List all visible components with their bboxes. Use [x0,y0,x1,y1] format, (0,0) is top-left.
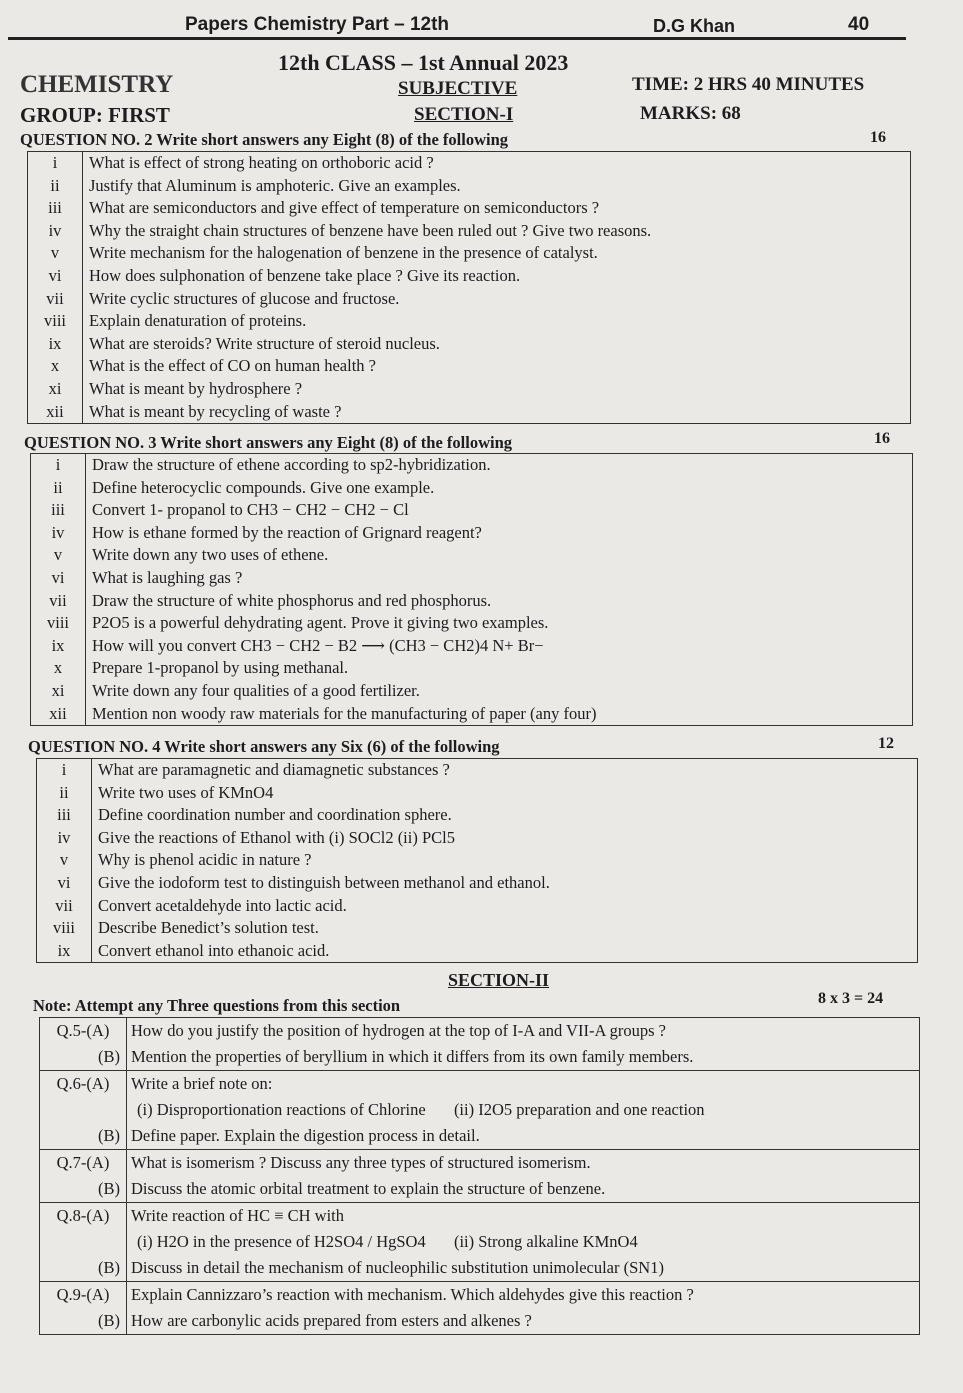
class-line: 12th CLASS – 1st Annual 2023 [278,50,569,75]
q9-b-row [40,1308,920,1335]
q4-item-text: Convert ethanol into ethanoic acid. [92,940,918,963]
q3-item-text: Draw the structure of ethene according to sp2-hybridization. [86,454,913,477]
q5-b-label: (B) [98,1047,120,1066]
q2-item-number: viii [43,311,66,331]
q4-item-text: Define coordination number and coordination sphere. [92,804,918,827]
q2-item-number: i [52,153,58,172]
q4-item-text: Why is phenol acidic in nature ? [92,849,918,872]
q3-row [31,612,913,635]
q8-a-text: Write reaction of HC ≡ CH with [127,1203,920,1230]
q3-item-text: How is ethane formed by the reaction of Grignard reagent? [86,522,913,545]
q3-item-number: xi [51,680,65,700]
q2-item-text: What are semiconductors and give effect of temperature on semiconductors ? [83,197,911,220]
q4-row [37,940,918,963]
q2-item-number: x [50,356,60,376]
q7-a-text: What is isomerism ? Discuss any three types of structured isomerism. [127,1150,920,1177]
q3-row [31,544,913,567]
total-marks: MARKS: 68 [640,103,741,124]
q3-item-number: x [53,658,63,678]
q2-item-text: Write cyclic structures of glucose and fructose. [83,288,911,311]
q7-b-text: Discuss the atomic orbital treatment to explain the structure of benzene. [131,1179,606,1198]
q3-item-text: Convert 1- propanol to CH3 − CH2 − CH2 − Cl [86,499,913,522]
q9-a-label: Q.9-(A) [56,1285,110,1304]
q4-marks: 12 [878,735,894,752]
q8-a-ii: (ii) Strong alkaline KMnO4 [453,1232,638,1251]
q2-row [28,242,911,265]
subject-title: CHEMISTRY [20,71,174,98]
q3-item-text: What is laughing gas ? [86,567,913,590]
q3-item-number: iv [51,522,65,542]
q5-b-text: Mention the properties of beryllium in which it differs from its own family members. [131,1047,694,1066]
q2-row [28,197,911,220]
q6-b-label: (B) [98,1126,120,1145]
long-questions-table [39,1017,920,1335]
q4-row [37,782,918,805]
q2-item-number: vii [46,288,64,308]
q9-a-text: Explain Cannizzaro’s reaction with mechanism. Which aldehydes give this reaction ? [127,1282,920,1309]
q4-row [37,872,918,895]
q6-b-row [40,1123,920,1150]
q6-a-label: Q.6-(A) [56,1074,110,1093]
q4-item-number: ix [57,940,71,960]
q4-item-number: vii [55,895,73,915]
q2-item-number: vi [48,265,62,285]
q4-row [37,917,918,940]
q2-item-number: iv [48,220,62,240]
time-allowed: TIME: 2 HRS 40 MINUTES [632,74,865,95]
q3-item-text: Prepare 1-propanol by using methanal. [86,657,913,680]
q8-a-label: Q.8-(A) [56,1206,110,1225]
q3-item-text: Mention non woody raw materials for the manufacturing of paper (any four) [86,703,913,726]
q3-item-number: ix [51,635,65,655]
q5-a-label: Q.5-(A) [56,1021,110,1040]
q2-item-number: xi [48,378,62,398]
q8-a-sub-row [40,1229,920,1255]
q6-a-row [40,1071,920,1098]
q4-item-text: What are paramagnetic and diamagnetic substances ? [92,759,918,782]
group-label: GROUP: FIRST [20,103,170,127]
q2-row [28,265,911,288]
board-name: D.G Khan [653,16,736,36]
page-number: 40 [848,14,870,35]
q2-item-text: How does sulphonation of benzene take place ? Give its reaction. [83,265,911,288]
q3-item-number: v [53,545,63,565]
q4-item-number: i [61,760,67,779]
q7-a-row [40,1150,920,1177]
q3-item-text: Draw the structure of white phosphorus and red phosphorus. [86,590,913,613]
q3-row [31,477,913,500]
q6-a-text: Write a brief note on: [127,1071,920,1098]
q4-item-text: Give the reactions of Ethanol with (i) SOCl2 (ii) PCl5 [92,827,918,850]
q6-a-i: (i) Disproportionation reactions of Chlorine [137,1100,426,1119]
q2-row [28,220,911,243]
q2-item-number: ii [50,175,60,195]
q4-item-number: vi [57,872,71,892]
q2-table [27,151,911,424]
q3-marks: 16 [874,430,890,447]
q3-row [31,567,913,590]
q4-item-text: Write two uses of KMnO4 [92,782,918,805]
q2-row [28,288,911,311]
q8-b-text: Discuss in detail the mechanism of nucleophilic substitution unimolecular (SN1) [131,1258,664,1277]
q3-item-text: Write down any four qualities of a good fertilizer. [86,680,913,703]
q3-row [31,454,913,477]
q2-item-text: What is meant by recycling of waste ? [83,401,911,424]
q3-table [30,453,913,726]
q3-row [31,635,913,658]
q9-b-text: How are carbonylic acids prepared from esters and alkenes ? [131,1311,532,1330]
q4-item-number: ii [59,782,69,802]
section-2-marks: 8 x 3 = 24 [818,990,884,1007]
q3-item-number: ii [53,477,63,497]
q2-item-text: What is effect of strong heating on orthoboric acid ? [83,152,911,175]
section-2-heading: SECTION-II [448,970,550,990]
q7-b-row [40,1176,920,1203]
q4-item-number: iv [57,827,71,847]
q4-item-number: viii [52,918,75,938]
q3-row [31,590,913,613]
q3-heading: QUESTION NO. 3 Write short answers any Eight (8) of the following [24,433,512,452]
q4-item-number: iii [57,805,71,825]
q6-a-ii: (ii) I2O5 preparation and one reaction [453,1100,705,1119]
q2-item-text: What is the effect of CO on human health ? [83,355,911,378]
header-rule [8,37,906,40]
q4-row [37,849,918,872]
q2-row [28,152,911,175]
q2-item-text: What are steroids? Write structure of steroid nucleus. [83,333,911,356]
q4-row [37,804,918,827]
q5-b-row [40,1044,920,1071]
q2-item-text: Why the straight chain structures of benzene have been ruled out ? Give two reasons. [83,220,911,243]
q2-row [28,310,911,333]
q3-row [31,703,913,726]
q7-a-label: Q.7-(A) [56,1153,110,1172]
q8-b-label: (B) [98,1258,120,1277]
q7-b-label: (B) [98,1179,120,1198]
q2-item-number: xii [46,401,64,421]
q4-row [37,827,918,850]
q3-item-text: How will you convert CH3 − CH2 − B2 ⟶ (CH3 − CH2)4 N+ Br− [86,635,913,658]
q2-item-number: v [50,243,60,263]
q3-item-number: vii [49,590,67,610]
q2-heading: QUESTION NO. 2 Write short answers any Eight (8) of the following [20,130,508,149]
q2-marks: 16 [870,129,886,146]
q2-item-text: Justify that Aluminum is amphoteric. Give an examples. [83,175,911,198]
q9-b-label: (B) [98,1311,120,1330]
section-1-heading: SECTION-I [414,104,514,125]
q2-item-number: ix [48,333,62,353]
q3-item-number: vi [51,567,65,587]
q4-table [36,758,918,963]
section-2-note: Note: Attempt any Three questions from this section [33,996,401,1015]
q3-item-text: Write down any two uses of ethene. [86,544,913,567]
paper-type: SUBJECTIVE [398,78,518,99]
q2-item-text: Write mechanism for the halogenation of benzene in the presence of catalyst. [83,242,911,265]
q3-row [31,680,913,703]
q2-item-text: Explain denaturation of proteins. [83,310,911,333]
q4-item-text: Give the iodoform test to distinguish between methanol and ethanol. [92,872,918,895]
q8-a-row [40,1203,920,1230]
q8-a-i: (i) H2O in the presence of H2SO4 / HgSO4 [137,1232,426,1251]
q6-b-text: Define paper. Explain the digestion process in detail. [131,1126,480,1145]
q2-row [28,378,911,401]
q4-row [37,895,918,918]
q2-item-text: What is meant by hydrosphere ? [83,378,911,401]
q3-item-number: xii [49,703,67,723]
header-title: Papers Chemistry Part – 12th [185,14,450,35]
q2-row [28,401,911,424]
q3-item-number: viii [46,613,69,633]
q4-heading: QUESTION NO. 4 Write short answers any Six (6) of the following [28,737,500,756]
q9-a-row [40,1282,920,1309]
q3-item-text: P2O5 is a powerful dehydrating agent. Prove it giving two examples. [86,612,913,635]
q2-item-number: iii [48,198,62,218]
q3-row [31,499,913,522]
q2-row [28,333,911,356]
q4-item-text: Convert acetaldehyde into lactic acid. [92,895,918,918]
q3-row [31,522,913,545]
q2-row [28,175,911,198]
q4-row [37,759,918,782]
q5-a-row [40,1018,920,1045]
q5-a-text: How do you justify the position of hydrogen at the top of I-A and VII-A groups ? [127,1018,920,1045]
q2-row [28,355,911,378]
q3-item-number: i [55,455,61,474]
q8-b-row [40,1255,920,1282]
q3-row [31,657,913,680]
q3-item-text: Define heterocyclic compounds. Give one example. [86,477,913,500]
q3-item-number: iii [51,500,65,520]
q4-item-number: v [59,850,69,870]
q6-a-sub-row [40,1097,920,1123]
q4-item-text: Describe Benedict’s solution test. [92,917,918,940]
